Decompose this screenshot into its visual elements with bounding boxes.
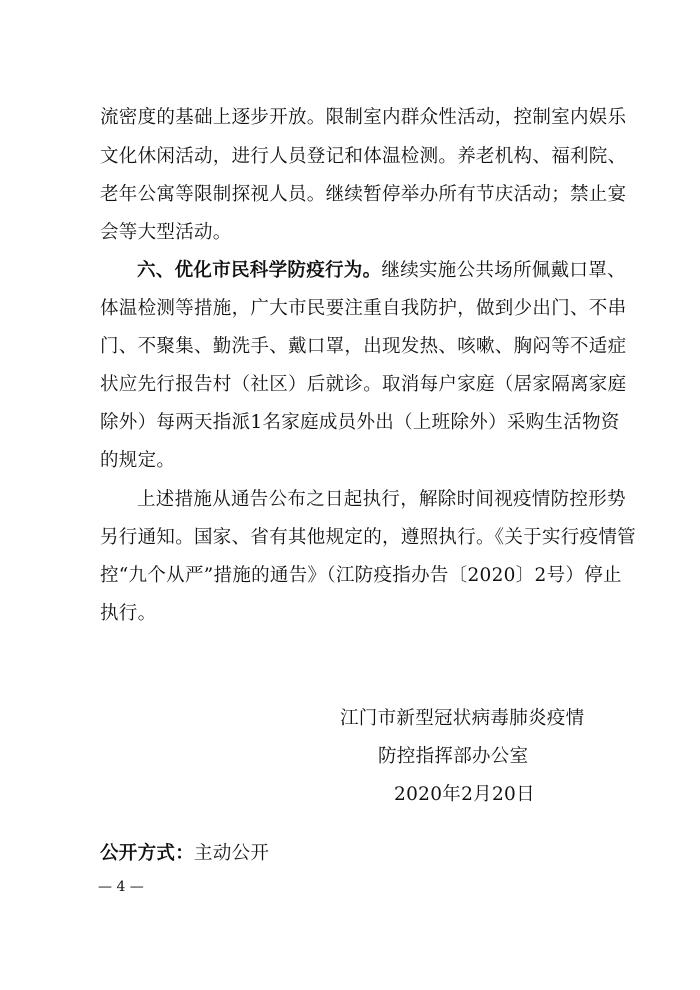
- signature-org-line-2: 防控指挥部办公室: [378, 746, 529, 767]
- section6-line-2: 体温检测等措施，广大市民要注重自我防护，做到少出门、不串: [100, 298, 627, 319]
- body-line-1: 流密度的基础上逐步开放。限制室内群众性活动，控制室内娱乐: [100, 107, 627, 128]
- signature-date: 2020年2月20日: [394, 784, 535, 805]
- disclosure-label: 公开方式：: [100, 843, 195, 864]
- section6-line-6: 的规定。: [100, 450, 176, 471]
- section6-heading: 六、优化市民科学防疫行为。: [137, 260, 382, 281]
- closing-line-3: 控“九个从严”措施的通告》（江防疫指办告〔2020〕2号）停止: [100, 565, 622, 586]
- section6-line-4: 状应先行报告村（社区）后就诊。取消每户家庭（居家隔离家庭: [100, 374, 627, 395]
- closing-line-4: 执行。: [100, 603, 157, 624]
- signature-org-line-1: 江门市新型冠状病毒肺炎疫情: [340, 708, 585, 729]
- disclosure-line: [100, 842, 269, 866]
- section6-line-3: 门、不聚集、勤洗手、戴口罩，出现发热、咳嗽、胸闷等不适症: [100, 336, 627, 357]
- body-line-3: 老年公寓等限制探视人员。继续暂停举办所有节庆活动；禁止宴: [100, 184, 627, 205]
- section6-first-line-text: 继续实施公共场所佩戴口罩、: [381, 260, 626, 281]
- closing-line-2: 另行通知。国家、省有其他规定的，遵照执行。《关于实行疫情管: [100, 527, 636, 548]
- body-line-4: 会等大型活动。: [100, 222, 232, 243]
- disclosure-value: 主动公开: [194, 843, 270, 864]
- closing-line-1: 上述措施从通告公布之日起执行，解除时间视疫情防控形势: [137, 489, 626, 510]
- section6-line-5: 除外）每两天指派1名家庭成员外出（上班除外）采购生活物资: [100, 412, 620, 433]
- page-number: — 4 —: [98, 879, 144, 895]
- body-line-2: 文化休闲活动，进行人员登记和体温检测。养老机构、福利院、: [100, 146, 627, 167]
- section6-first-line: [137, 259, 626, 283]
